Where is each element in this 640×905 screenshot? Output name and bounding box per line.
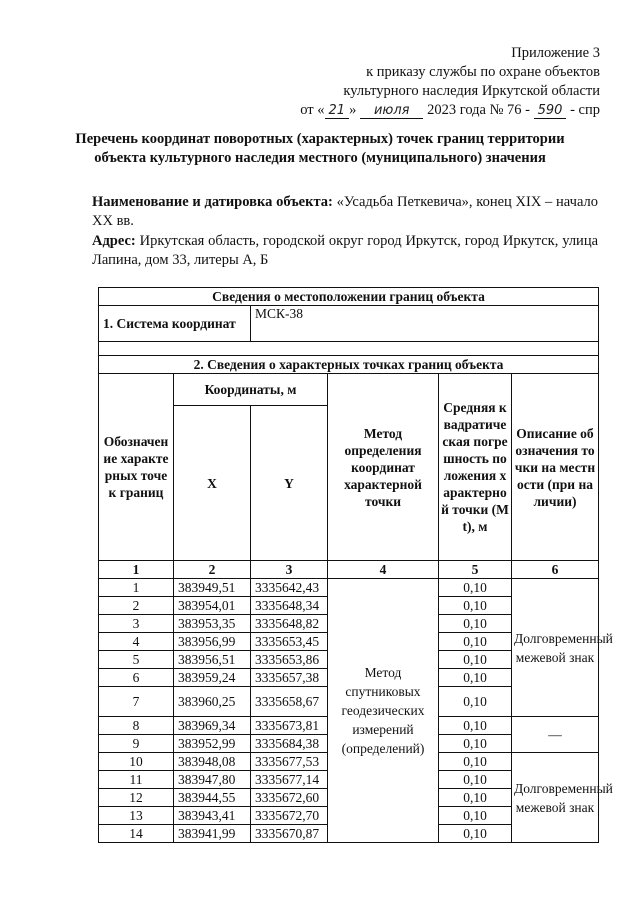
mt-value: 0,10 (439, 771, 512, 789)
mt-value: 0,10 (439, 717, 512, 735)
coord-y: 3335677,53 (251, 753, 328, 771)
object-address-value: Иркутская область, городской округ город Иркутск, город Иркутск, улица Лапина, дом 33, литеры А, Б (92, 233, 599, 268)
appendix-line-2: к приказу службы по охране объектов (366, 64, 600, 80)
desc-dash-cell: — (512, 717, 599, 753)
point-number: 11 (99, 771, 174, 789)
coordinate-system-value: МСК-38 (251, 306, 599, 342)
col-coords-header: Координаты, м (174, 374, 328, 406)
date-mid: » (349, 102, 357, 118)
coord-y: 3335653,86 (251, 651, 328, 669)
point-number: 12 (99, 789, 174, 807)
point-number: 8 (99, 717, 174, 735)
coord-x: 383952,99 (174, 735, 251, 753)
col-y-header: Y (251, 406, 328, 561)
object-name-label: Наименование и датировка объекта: (92, 194, 333, 210)
coord-x: 383969,34 (174, 717, 251, 735)
point-number: 9 (99, 735, 174, 753)
section-1-header: Сведения о местоположении границ объекта (99, 288, 599, 306)
point-number: 7 (99, 687, 174, 717)
coord-x: 383959,24 (174, 669, 251, 687)
handwritten-day: 21 (325, 103, 350, 119)
object-name-value: «Усадьба Петкевича», конец XIX – начало XX вв. (92, 194, 598, 229)
point-number: 6 (99, 669, 174, 687)
document-title: Перечень координат поворотных (характерных) точек границ территории объекта культурного наследия местного (муниципального) значения (75, 131, 565, 166)
point-number: 3 (99, 615, 174, 633)
coord-x: 383956,51 (174, 651, 251, 669)
mt-value: 0,10 (439, 669, 512, 687)
coord-y: 3335648,34 (251, 597, 328, 615)
point-number: 2 (99, 597, 174, 615)
coord-y: 3335657,38 (251, 669, 328, 687)
handwritten-month: июля (360, 103, 424, 119)
date-prefix: от « (300, 102, 325, 118)
col-num-2: 2 (174, 561, 251, 579)
coord-x: 383948,08 (174, 753, 251, 771)
coord-x: 383954,01 (174, 597, 251, 615)
appendix-line-1: Приложение 3 (511, 45, 600, 61)
coordinate-system-label: 1. Система координат (99, 306, 251, 342)
mt-value: 0,10 (439, 825, 512, 843)
coord-x: 383956,99 (174, 633, 251, 651)
spacer-row (99, 342, 599, 356)
mt-value: 0,10 (439, 597, 512, 615)
point-number: 14 (99, 825, 174, 843)
handwritten-number: 590 (534, 103, 567, 119)
point-number: 5 (99, 651, 174, 669)
col-num-1: 1 (99, 561, 174, 579)
mt-value: 0,10 (439, 789, 512, 807)
mt-value: 0,10 (439, 651, 512, 669)
desc-sign-cell-1: Долговременный межевой знак (512, 579, 599, 717)
coord-y: 3335670,87 (251, 825, 328, 843)
col-num-5: 5 (439, 561, 512, 579)
coord-y: 3335672,70 (251, 807, 328, 825)
col-method-header: Метод определения координат характерной точки (328, 374, 439, 561)
col-num-3: 3 (251, 561, 328, 579)
coordinates-table (98, 287, 613, 843)
coord-x: 383944,55 (174, 789, 251, 807)
coord-x: 383941,99 (174, 825, 251, 843)
appendix-header (300, 44, 600, 120)
object-address-label: Адрес: (92, 233, 136, 249)
point-number: 4 (99, 633, 174, 651)
coord-x: 383953,35 (174, 615, 251, 633)
coord-y: 3335653,45 (251, 633, 328, 651)
coord-y: 3335658,67 (251, 687, 328, 717)
table-row (99, 579, 599, 597)
mt-value: 0,10 (439, 633, 512, 651)
col-x-header: X (174, 406, 251, 561)
desc-sign-cell-2: Долговременный межевой знак (512, 753, 599, 843)
mt-value: 0,10 (439, 687, 512, 717)
mt-value: 0,10 (439, 615, 512, 633)
coord-y: 3335677,14 (251, 771, 328, 789)
mt-value: 0,10 (439, 735, 512, 753)
coord-x: 383960,25 (174, 687, 251, 717)
point-number: 1 (99, 579, 174, 597)
object-name (92, 193, 598, 231)
order-suffix: - спр (570, 102, 600, 118)
col-point-header: Обозначение характерных точек границ (99, 374, 174, 561)
object-address (92, 232, 598, 270)
year-part: 2023 года № 76 - (427, 102, 531, 118)
coord-y: 3335642,43 (251, 579, 328, 597)
coord-y: 3335673,81 (251, 717, 328, 735)
method-cell: Метод спутниковых геодезических измерений (определений) (328, 579, 439, 843)
coord-x: 383943,41 (174, 807, 251, 825)
order-date-line (300, 101, 600, 120)
coord-x: 383949,51 (174, 579, 251, 597)
appendix-line-3: культурного наследия Иркутской области (343, 83, 600, 99)
coord-x: 383947,80 (174, 771, 251, 789)
point-number: 13 (99, 807, 174, 825)
section-2-header: 2. Сведения о характерных точках границ объекта (99, 356, 599, 374)
mt-value: 0,10 (439, 753, 512, 771)
mt-value: 0,10 (439, 807, 512, 825)
col-desc-header: Описание обозначения точки на местности (при наличии) (512, 374, 599, 561)
coord-y: 3335672,60 (251, 789, 328, 807)
col-num-6: 6 (512, 561, 599, 579)
coord-y: 3335648,82 (251, 615, 328, 633)
mt-value: 0,10 (439, 579, 512, 597)
coord-y: 3335684,38 (251, 735, 328, 753)
col-num-4: 4 (328, 561, 439, 579)
col-error-header: Средняя квадратическая погрешность положения характерной точки (Mt), м (439, 374, 512, 561)
point-number: 10 (99, 753, 174, 771)
